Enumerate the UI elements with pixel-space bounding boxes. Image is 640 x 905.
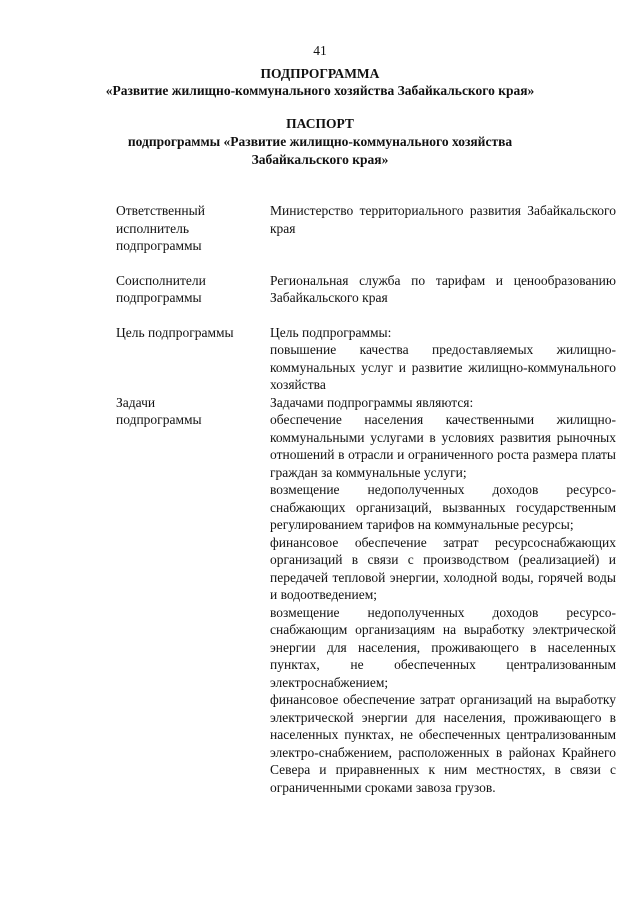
passport-row-tasks [116,394,616,797]
goal-value-title: Цель подпрограммы: [270,324,392,340]
passport-table [116,202,616,796]
task-item: обеспечение населения качественными жилищно-коммунальными услугами в условиях развития рыночных отношений в отрасли и ограниченного роста размера платы граждан за коммунальные услуги; [270,412,616,480]
executor-label-line: исполнитель [116,220,189,236]
subprogram-heading [0,65,640,99]
goal-label [116,324,270,394]
executor-value [270,202,616,255]
tasks-label-line: подпрограммы [116,412,202,427]
task-item: возмещение недополученных доходов ресурсо-снабжающих организаций, вызванных государственным регулированием тарифов на коммунальные ресурсы; [270,482,616,532]
passport-row-executor [116,202,616,255]
passport-row-co-executors [116,272,616,307]
task-item: финансовое обеспечение затрат ресурсоснабжающих организаций в связи с производством (реализацией) и передачей тепловой энергии, холодной воды, горячей воды и водоотведением; [270,534,616,602]
executor-label-line: Ответственный [116,203,205,218]
subprogram-name: «Развитие жилищно-коммунального хозяйства Забайкальского края» [105,83,535,98]
executor-value-text: Министерство территориального развития Забайкальского края [270,203,616,236]
co-executors-label [116,272,270,307]
subprogram-title: ПОДПРОГРАММА [260,66,380,81]
co-executors-label-line: подпрограммы [116,290,202,305]
passport-heading [0,115,640,169]
passport-title: ПАСПОРТ [286,116,354,131]
executor-label-line: подпрограммы [116,238,202,253]
tasks-label [116,394,270,797]
passport-subtitle-line-1: подпрограммы «Развитие жилищно-коммунального хозяйства [127,134,513,149]
goal-value-text: повышение качества предоставляемых жилищно-коммунальных услуг и развитие жилищно-коммунального хозяйства [270,342,616,392]
tasks-value [270,394,616,797]
co-executors-value-text: Региональная служба по тарифам и ценообразованию Забайкальского края [270,272,616,305]
task-item: возмещение недополученных доходов ресурсо-снабжающим организациям на выработку электрической энергии для населения, проживающего в населенных пунктах, не обеспеченных централизованным электроснабжением; [270,604,616,690]
passport-subtitle-line-2: Забайкальского края» [251,152,389,167]
tasks-value-title: Задачами подпрограммы являются: [270,394,474,410]
tasks-label-line: Задачи [116,394,156,410]
task-item: финансовое обеспечение затрат организаций на выработку электрической энергии для населения, проживающего в населенных пунктах, не обеспеченных централизованным электро-снабжением, расположенных в районах Крайнего Севера и приравненных к ним местностях, в связи с ограниченными сроками завоза грузов. [270,692,616,795]
co-executors-value [270,272,616,307]
passport-row-goal [116,324,616,394]
co-executors-label-line: Соисполнители [116,272,206,288]
page-number: 41 [313,43,327,58]
goal-label-line: Цель подпрограммы [116,324,234,340]
goal-value [270,324,616,394]
executor-label [116,202,270,255]
